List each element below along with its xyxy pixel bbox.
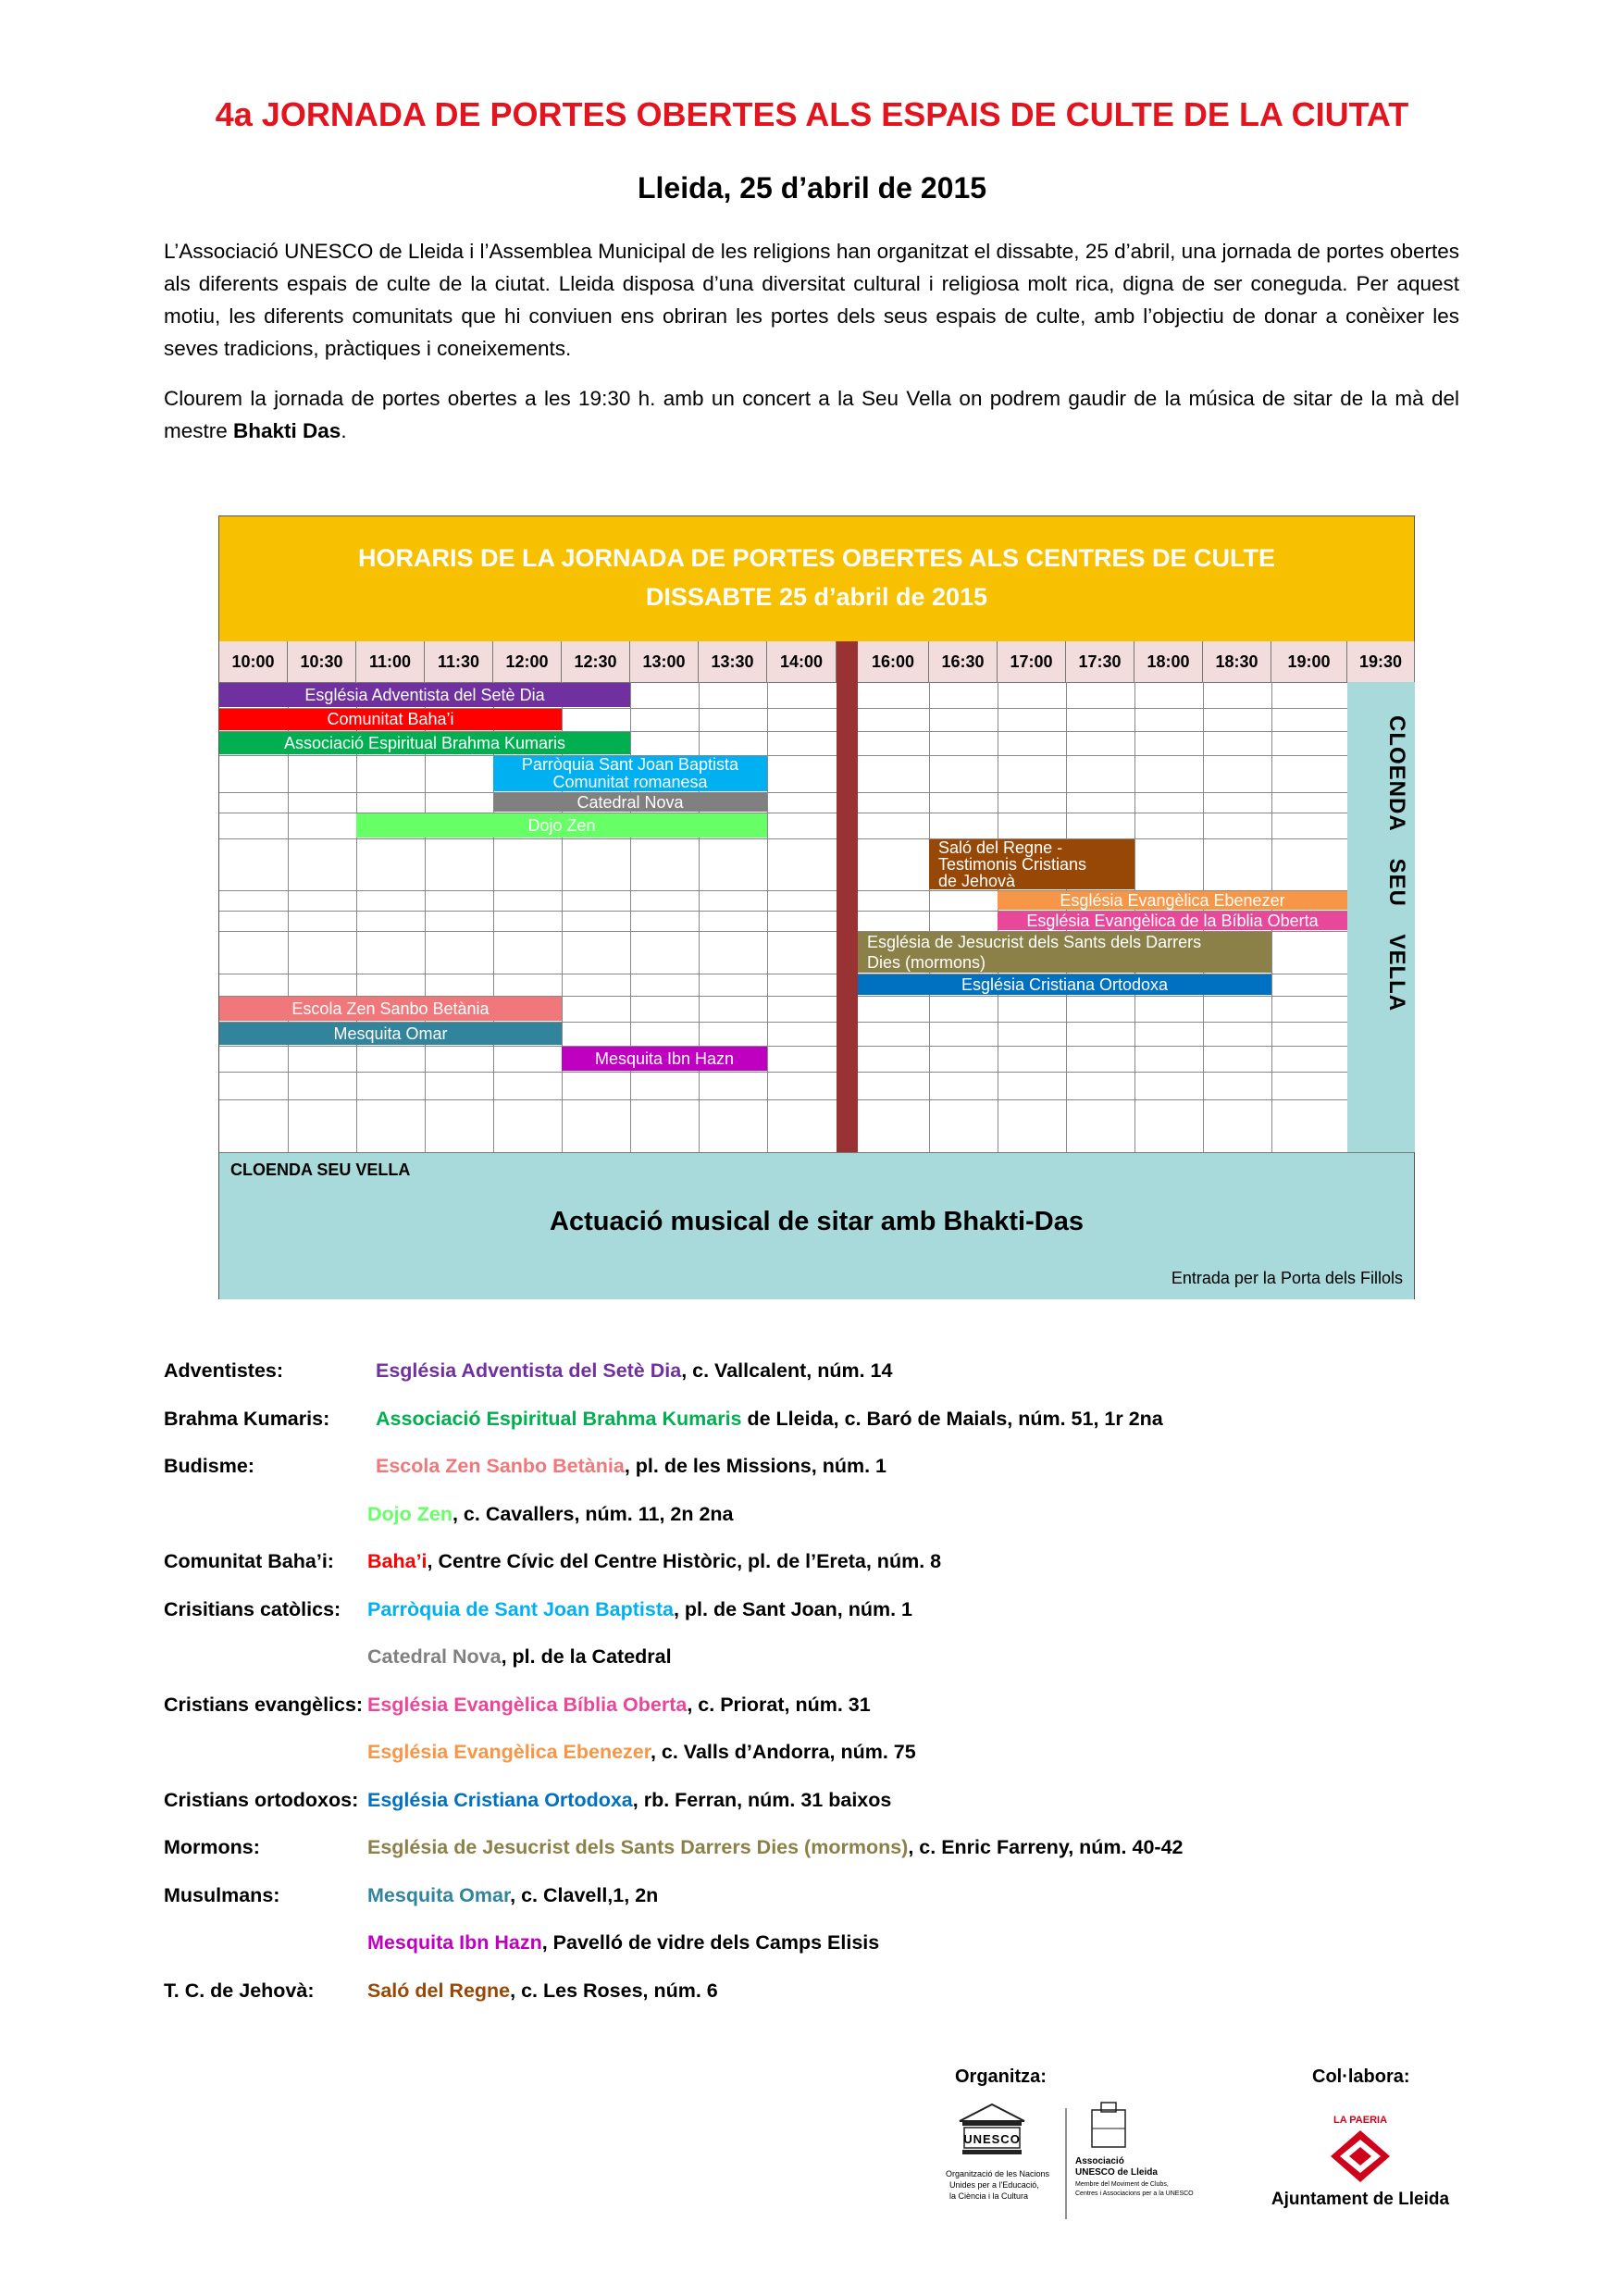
directory-category: Adventistes: [164, 1359, 284, 1382]
directory-entry [164, 1503, 1459, 1551]
schedule-table [218, 515, 1415, 1299]
directory-entry [164, 1645, 1459, 1694]
directory-address: , c. Enric Farreny, núm. 40-42 [908, 1836, 1184, 1858]
directory-place-name: Església Evangèlica Bíblia Oberta [367, 1693, 688, 1716]
directory-address: , pl. de les Missions, núm. 1 [624, 1455, 886, 1477]
directory-place-name: Associació Espiritual Brahma Kumaris [376, 1407, 742, 1430]
unesco-logo-icon [936, 2101, 1194, 2221]
directory-place-name: Església Adventista del Setè Dia [376, 1359, 682, 1382]
intro-paragraph: L’Associació UNESCO de Lleida i l’Assemblea Municipal de les religions han organitzat el dissabte, 25 d’abril, una jornada de portes obertes als diferents espais de culte de la ciutat. Lleida disposa d’una diversitat cultural i religiosa molt rica, digna de ser coneguda. Per aquest motiu, les diferents comunitats que hi conviuen ens obriran les portes dels seus espais de culte, amb l’objectiu de donar a conèixer les seves tradicions, pràctiques i coneixements. [164, 240, 1459, 360]
directory-address: de Lleida, c. Baró de Maials, núm. 51, 1r 2na [741, 1407, 1163, 1430]
directory-address: , Pavelló de vidre dels Camps Elisis [541, 1931, 880, 1954]
directory-text [367, 1931, 879, 1955]
directory-category: Comunitat Baha’i: [164, 1550, 334, 1572]
event-bar: Saló del Regne - Testimonis Cristians de Jehovà [929, 839, 1134, 889]
directory-address: , c. Valls d’Andorra, núm. 75 [650, 1741, 916, 1763]
directory-entry [164, 1980, 1459, 2028]
time-header-bg [219, 641, 1414, 683]
directory-entry [164, 1836, 1459, 1884]
directory-category: Musulmans: [164, 1883, 280, 1906]
entrance-note: Entrada per la Porta dels Fillols [1171, 1269, 1403, 1287]
schedule-date: DISSABTE 25 d’abril de 2015 [645, 583, 988, 611]
directory-address: , Centre Cívic del Centre Històric, pl. de l’Ereta, núm. 8 [427, 1550, 942, 1572]
directory-address: , pl. de la Catedral [501, 1645, 672, 1668]
directory-category: T. C. de Jehovà: [164, 1979, 315, 2002]
directory-place-name: Dojo Zen [367, 1502, 452, 1525]
time-slot-1400: 14:00 [767, 641, 837, 682]
event-bar: Església Evangèlica Ebenezer [998, 891, 1347, 910]
grid-row-line [219, 1099, 1347, 1100]
organitza-label: Organitza: [955, 2066, 1047, 2087]
directory-text [376, 1408, 1163, 1431]
event-bar: Parròquia Sant Joan Baptista Comunitat romanesa [493, 756, 767, 791]
directory-text [367, 1789, 891, 1812]
event-bar: Catedral Nova [493, 793, 767, 812]
page-subtitle: Lleida, 25 d’abril de 2015 [637, 171, 987, 205]
directory-address: , c. Vallcalent, núm. 14 [681, 1359, 893, 1382]
grid-col-line [630, 682, 631, 1152]
grid-row-line [219, 1072, 1347, 1073]
directory-category: Mormons: [164, 1836, 260, 1858]
directory-text [367, 1598, 912, 1621]
time-slot-1330: 13:30 [699, 641, 767, 682]
event-bar: Mesquita Ibn Hazn [562, 1047, 767, 1071]
paeria-logo [1258, 2110, 1462, 2221]
grid-row-line [219, 755, 1347, 756]
grid-row-line [219, 838, 1347, 839]
directory-text [367, 1503, 734, 1526]
assoc-text-2: UNESCO de Lleida [1075, 2167, 1158, 2178]
directory-text [367, 1741, 916, 1764]
directory-category: Budisme: [164, 1455, 254, 1477]
directory-category: Cristians ortodoxos: [164, 1788, 359, 1811]
assoc-text-1: Associació [1075, 2156, 1124, 2166]
directory-entry [164, 1598, 1459, 1646]
directory-place-name: Església de Jesucrist dels Sants Darrers Dies (mormons) [367, 1836, 909, 1858]
directory-text [367, 1980, 718, 2003]
concert-title: Actuació musical de sitar amb Bhakti-Das [550, 1207, 1084, 1236]
directory-category: Brahma Kumaris: [164, 1407, 330, 1430]
collabora-label: Col·labora: [1312, 2066, 1410, 2087]
unesco-word: UNESCO [963, 2132, 1021, 2146]
grid-col-line [767, 682, 768, 1152]
directory-entry [164, 1741, 1459, 1789]
grid-col-line [699, 682, 700, 1152]
time-slot-1730: 17:30 [1066, 641, 1134, 682]
directory-place-name: Mesquita Ibn Hazn [367, 1931, 542, 1954]
directory-text [367, 1645, 672, 1669]
directory-entry [164, 1931, 1459, 1980]
directory-place-name: Església Cristiana Ortodoxa [367, 1788, 633, 1811]
directory-entry [164, 1408, 1459, 1456]
time-slot-1930: 19:30 [1347, 641, 1415, 682]
event-bar: Associació Espiritual Brahma Kumaris [219, 732, 630, 754]
directory-address: , c. Cavallers, núm. 11, 2n 2na [452, 1502, 734, 1525]
directory-text [376, 1455, 886, 1478]
directory-text [367, 1694, 871, 1717]
unesco-text-1: Organització de les Nacions [946, 2169, 1050, 2178]
paeria-logo-icon [1258, 2110, 1462, 2184]
grid-row-line [219, 792, 1347, 793]
page-title: 4a JORNADA DE PORTES OBERTES ALS ESPAIS DE CULTE DE LA CIUTAT [215, 95, 1409, 133]
directory-text [367, 1550, 941, 1573]
time-slot-1900: 19:00 [1271, 641, 1347, 682]
directory-category: Cristians evangèlics: [164, 1693, 364, 1716]
event-bar: Església Adventista del Setè Dia [219, 683, 630, 707]
directory-entry [164, 1694, 1459, 1742]
event-bar: Dojo Zen [356, 813, 767, 838]
time-slot-1000: 10:00 [219, 641, 288, 682]
time-slot-1030: 10:30 [288, 641, 356, 682]
closing-paragraph [164, 382, 1459, 447]
directory-address: , c. Les Roses, núm. 6 [510, 1979, 718, 2002]
paeria-label: LA PAERIA [1333, 2115, 1388, 2126]
directory-entry [164, 1550, 1459, 1598]
unesco-text-2: Unides per a l'Educació, [949, 2180, 1039, 2190]
ajuntament-label: Ajuntament de Lleida [1271, 2190, 1450, 2209]
event-bar: Comunitat Baha’i [219, 709, 562, 730]
schedule-header [219, 516, 1414, 642]
directory-text [367, 1884, 658, 1907]
cloenda-section [219, 1152, 1414, 1299]
time-slot-1800: 18:00 [1134, 641, 1203, 682]
time-slot-1100: 11:00 [356, 641, 425, 682]
directory-entry [164, 1359, 1459, 1408]
time-slot-1700: 17:00 [998, 641, 1066, 682]
directory-entry [164, 1455, 1459, 1503]
assoc-text-4: Centres i Associacions per a la UNESCO [1075, 2191, 1194, 2197]
closing-text: Clourem la jornada de portes obertes a les 19:30 h. amb un concert a la Seu Vella on podrem gaudir de la música de sitar de la mà del mestre [164, 387, 1459, 442]
unesco-text-3: la Ciència i la Cultura [949, 2191, 1029, 2201]
unesco-logos [936, 2101, 1194, 2221]
time-slot-1300: 13:00 [630, 641, 699, 682]
directory-address: , c. Clavell,1, 2n [510, 1883, 659, 1906]
directory-address: , pl. de Sant Joan, núm. 1 [673, 1597, 912, 1620]
directory-text [376, 1359, 892, 1383]
directory-place-name: Parròquia de Sant Joan Baptista [367, 1597, 674, 1620]
time-slot-1600: 16:00 [858, 641, 929, 682]
directory-place-name: Baha’i [367, 1550, 428, 1572]
cloenda-vertical-label: CLOENDA SEU VELLA [1384, 715, 1409, 1012]
directory-place-name: Església Evangèlica Ebenezer [367, 1741, 651, 1763]
directory-entry [164, 1884, 1459, 1932]
time-slot-1130: 11:30 [425, 641, 493, 682]
directory-address: , rb. Ferran, núm. 31 baixos [632, 1788, 892, 1811]
assoc-text-3: Membre del Moviment de Clubs, [1075, 2181, 1169, 2188]
directory-text [367, 1836, 1183, 1859]
event-bar: Mesquita Omar [219, 1023, 562, 1045]
directory-place-name: Catedral Nova [367, 1645, 502, 1668]
grid-col-line [929, 682, 930, 1152]
schedule-title: HORARIS DE LA JORNADA DE PORTES OBERTES ALS CENTRES DE CULTE [357, 544, 1276, 572]
directory-address: , c. Priorat, núm. 31 [687, 1693, 871, 1716]
directory-place-name: Mesquita Omar [367, 1883, 511, 1906]
lunch-break-divider [837, 641, 858, 1152]
cloenda-label: CLOENDA SEU VELLA [230, 1160, 411, 1179]
directory-category: Crisitians catòlics: [164, 1597, 341, 1620]
time-slot-1230: 12:30 [562, 641, 630, 682]
time-slot-1830: 18:30 [1203, 641, 1271, 682]
closing-end: . [341, 419, 347, 442]
event-bar: Escola Zen Sanbo Betània [219, 997, 562, 1021]
time-slot-1630: 16:30 [929, 641, 998, 682]
event-bar: Església Cristiana Ortodoxa [858, 974, 1271, 995]
directory-place-name: Escola Zen Sanbo Betània [376, 1455, 625, 1477]
closing-artist: Bhakti Das [233, 419, 341, 442]
time-slot-1200: 12:00 [493, 641, 562, 682]
event-bar: Església de Jesucrist dels Sants dels Darrers Dies (mormons) [858, 932, 1271, 973]
grid-row-line [219, 1046, 1347, 1047]
event-bar: Església Evangèlica de la Bíblia Oberta [998, 912, 1347, 930]
directory-entry [164, 1789, 1459, 1837]
directory-place-name: Saló del Regne [367, 1979, 511, 2002]
